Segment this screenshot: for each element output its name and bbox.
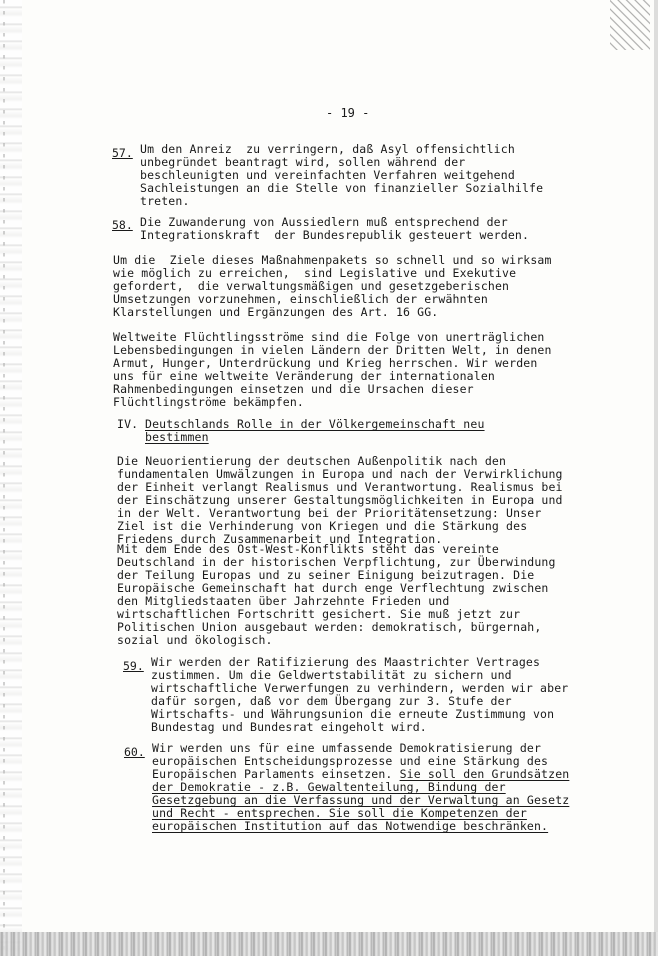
item-number-58: 58.: [112, 218, 133, 232]
para3-line-3: der Einheit verlangt Realismus und Verantwortung. Realismus bei: [117, 480, 563, 494]
scan-edge-right: [654, 0, 658, 956]
item57-line-4: Sachleistungen an die Stelle von finanzieller Sozialhilfe: [140, 181, 544, 195]
para4-line-7: Politischen Union ausgebaut werden: demokratisch, bürgernah,: [117, 620, 542, 634]
item60-line-7: europäischen Institution auf das Notwendige beschränken.: [152, 819, 549, 833]
item-number-57: 57.: [112, 146, 133, 160]
para4-line-6: wirtschaftlichen Fortschritt gesichert. Sie muß jetzt zur: [117, 607, 521, 621]
scan-edge-bottom: [0, 932, 658, 956]
item60-line-4: der Demokratie - z.B. Gewaltenteilung, Bindung der: [152, 780, 506, 794]
item58-line-2: Integrationskraft der Bundesrepublik gesteuert werden.: [140, 228, 530, 242]
item-number-59: 59.: [123, 659, 144, 673]
para4-line-8: sozial und ökologisch.: [117, 633, 273, 647]
para3-line-4: der Einschätzung unserer Gestaltungsmöglichkeiten in Europa und: [117, 493, 563, 507]
item60-line-5: Gesetzgebung an die Verfassung und der Verwaltung an Gesetz: [152, 793, 570, 807]
section-heading-line-1: Deutschlands Rolle in der Völkergemeinschaft neu: [145, 417, 485, 431]
item57-line-1: Um den Anreiz zu verringern, daß Asyl offensichtlich: [140, 142, 515, 156]
item59-line-2: zustimmen. Um die Geldwertstabilität zu sichern und: [151, 668, 512, 682]
item58-line-1: Die Zuwanderung von Aussiedlern muß entsprechend der: [140, 215, 508, 229]
item60-line-6: und Recht - entsprechen. Sie soll die Kompetenzen der: [152, 806, 527, 820]
item60-line-2: europäischen Entscheidungsprozesse und eine Stärkung des: [152, 754, 549, 768]
scan-mark-top-right: [610, 0, 650, 50]
para2-line-6: Flüchtlingströme bekämpfen.: [113, 395, 304, 409]
para2-line-5: Rahmenbedingungen einsetzen und die Ursachen dieser: [113, 382, 474, 396]
para3-line-2: fundamentalen Umwälzungen in Europa und nach der Verwirklichung: [117, 467, 563, 481]
item60-line-3a: Europäischen Parlaments einsetzen.: [152, 767, 400, 781]
para4-line-3: der Teilung Europas und zu seiner Einigung beizutragen. Die: [117, 568, 535, 582]
item59-line-4: dafür sorgen, daß vor dem Übergang zur 3. Stufe der: [151, 694, 512, 708]
section-heading-numeral: IV.: [117, 417, 139, 431]
para4-line-2: Deutschland in der historischen Verpflichtung, zur Überwindung: [117, 555, 556, 569]
para4-line-5: den Mitgliedstaaten über Jahrzehnte Frieden und: [117, 594, 450, 608]
para1-line-4: Umsetzungen vorzunehmen, einschließlich der erwähnten: [113, 292, 488, 306]
page-number: - 19 -: [326, 106, 370, 120]
item60-line-3b: Sie soll den Grundsätzen: [399, 767, 570, 781]
item57-line-5: treten.: [140, 194, 190, 208]
para3-line-6: Ziel ist die Verhinderung von Kriegen und die Stärkung des: [117, 519, 528, 533]
item60-line-1: Wir werden uns für eine umfassende Demokratisierung der: [152, 741, 542, 755]
para2-line-2: Lebensbedingungen in vielen Ländern der Dritten Welt, in denen: [113, 343, 552, 357]
para3-line-5: in der Welt. Verantwortung bei der Prioritätensetzung: Unser: [117, 506, 542, 520]
scan-edge-left: [0, 0, 22, 956]
section-heading-line-2: bestimmen: [145, 430, 209, 444]
item-number-60: 60.: [124, 745, 145, 759]
para1-line-2: wie möglich zu erreichen, sind Legislative und Exekutive: [113, 266, 517, 280]
item57-line-3: beschleunigten und vereinfachten Verfahren weitgehend: [140, 168, 515, 182]
para4-line-4: Europäische Gemeinschaft hat durch enge Verflechtung zwischen: [117, 581, 549, 595]
item59-line-3: wirtschaftliche Verwerfungen zu verhindern, werden wir aber: [151, 681, 569, 695]
item59-line-1: Wir werden der Ratifizierung des Maastrichter Vertrages: [151, 655, 541, 669]
item57-line-2: unbegründet beantragt wird, sollen während der: [140, 155, 466, 169]
para1-line-3: gefordert, die verwaltungsmäßigen und gesetzgeberischen: [113, 279, 510, 293]
para3-line-7: Friedens durch Zusammenarbeit und Integration.: [117, 532, 443, 546]
para2-line-4: uns für eine weltweite Veränderung der internationalen: [113, 369, 495, 383]
para1-line-5: Klarstellungen und Ergänzungen des Art. 16 GG.: [113, 305, 439, 319]
item59-line-5: Wirtschafts- und Währungsunion die erneute Zustimmung von: [151, 707, 555, 721]
para2-line-3: Armut, Hunger, Unterdrückung und Krieg herrschen. Wir werden: [113, 356, 538, 370]
para2-line-1: Weltweite Flüchtlingsströme sind die Folge von unerträglichen: [113, 330, 545, 344]
para3-line-1: Die Neuorientierung der deutschen Außenpolitik nach den: [117, 454, 507, 468]
para4-line-1: Mit dem Ende des Ost-West-Konflikts steht das vereinte: [117, 542, 499, 556]
para1-line-1: Um die Ziele dieses Maßnahmenpakets so schnell und so wirksam: [113, 253, 552, 267]
item59-line-6: Bundestag und Bundesrat eingeholt wird.: [151, 720, 427, 734]
